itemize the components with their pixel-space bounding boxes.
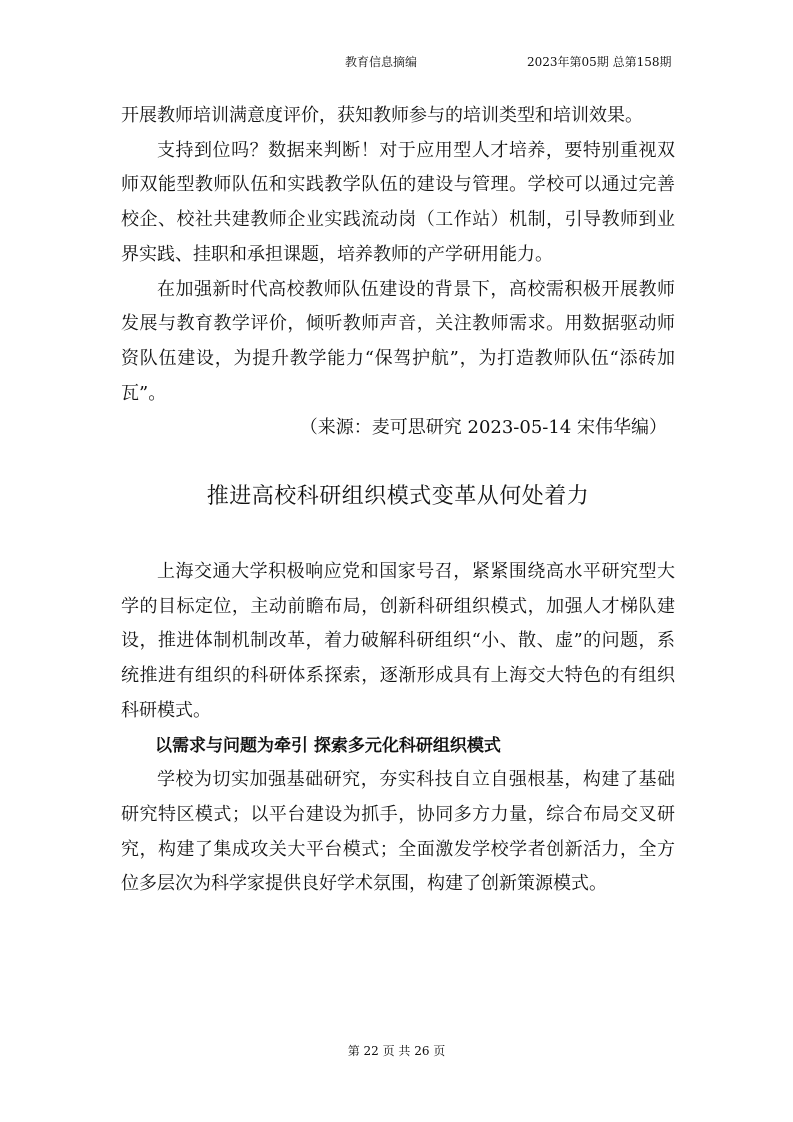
paragraph: 开展教师培训满意度评价，获知教师参与的培训类型和培训效果。 [121, 105, 643, 126]
page-header [0, 54, 793, 70]
section-heading: 以需求与问题为牵引 探索多元化科研组织模式 [155, 735, 501, 756]
source-citation: （来源：麦可思研究 2023-05-14 宋伟华编） [299, 417, 667, 439]
issue-number: 2023年第05期 总第158期 [527, 55, 672, 69]
page-number: 第 22 页 共 26 页 [347, 1044, 446, 1058]
paragraph: 上海交通大学积极响应党和国家号召，紧紧围绕高水平研究型大学的目标定位，主动前瞻布局，创新科研组织模式，加强人才梯队建设，推进体制机制改革，着力破解科研组织“小、散、虚”的问题，系统推进有组织的科研体系探索，逐渐形成具有上海交大特色的有组织科研模式。 [121, 561, 675, 721]
paragraph: 学校为切实加强基础研究，夯实科技自立自强根基，构建了基础研究特区模式；以平台建设为抓手，协同多方力量，综合布局交叉研究，构建了集成攻关大平台模式；全面激发学校学者创新活力，全方位多层次为科学家提供良好学术氛围，构建了创新策源模式。 [121, 769, 675, 895]
paragraph: 支持到位吗？数据来判断！对于应用型人才培养，要特别重视双师双能型教师队伍和实践教学队伍的建设与管理。学校可以通过完善校企、校社共建教师企业实践流动岗（工作站）机制，引导教师到业界实践、挂职和承担课题，培养教师的产学研用能力。 [121, 139, 675, 265]
article-title: 推进高校科研组织模式变革从何处着力 [206, 484, 590, 510]
paragraph: 在加强新时代高校教师队伍建设的背景下，高校需积极开展教师发展与教育教学评价，倾听教师声音，关注教师需求。用数据驱动师资队伍建设，为提升教学能力“保驾护航”，为打造教师队伍“添砖加瓦”。 [121, 278, 675, 404]
page-content [121, 99, 675, 902]
journal-name: 教育信息摘编 [345, 55, 418, 69]
